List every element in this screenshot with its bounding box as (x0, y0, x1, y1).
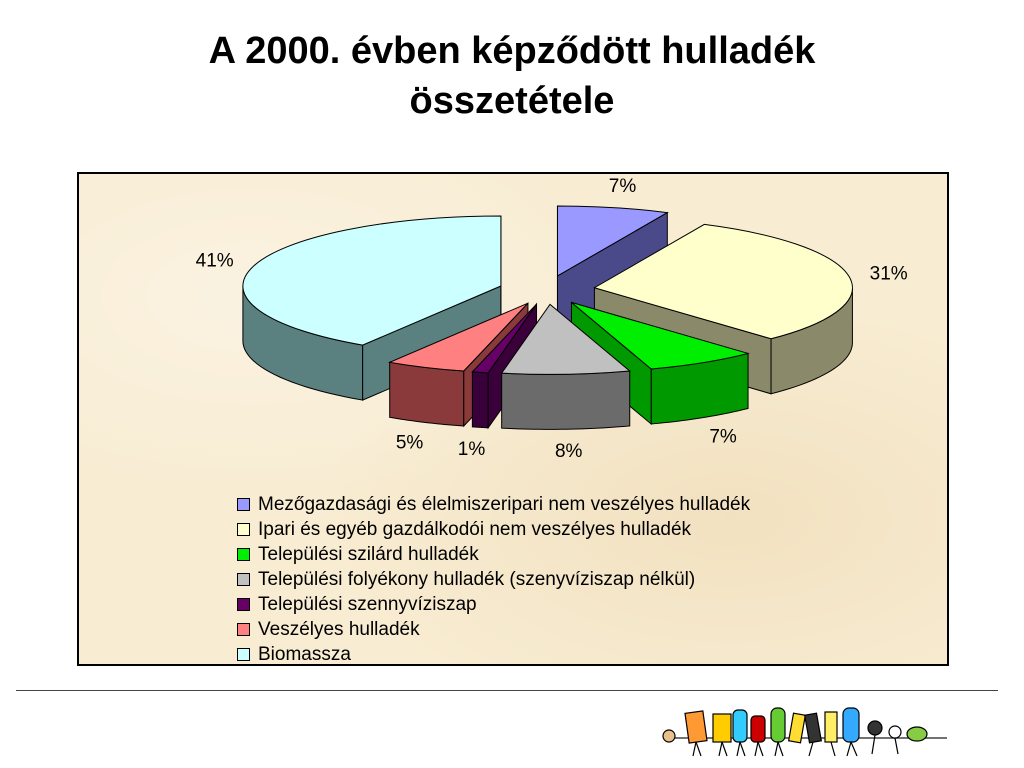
legend-item-mezogazdasagi-es-elelmiszeripari-nem-veszelyes-hulladek (237, 492, 750, 517)
legend-label: Települési szilárd hulladék (258, 544, 479, 565)
data-label-mezogazdasagi-es-elelmiszeripari-nem-veszelyes-hulladek: 7% (608, 176, 637, 198)
legend-label: Települési folyékony hulladék (szenyvíziszap nélkül) (258, 569, 696, 590)
legend-label: Veszélyes hulladék (258, 619, 420, 640)
legend-label: Mezőgazdasági és élelmiszeripari nem veszélyes hulladék (258, 494, 751, 515)
slide-title (112, 26, 912, 126)
legend-label: Biomassza (258, 644, 351, 665)
legend-item-telepulesi-szilard-hulladek (237, 542, 750, 567)
footer-divider (16, 690, 998, 691)
legend-swatch (237, 623, 250, 636)
legend-swatch (237, 598, 250, 611)
data-label-telepulesi-szilard-hulladek: 7% (709, 426, 737, 448)
slide-title-line-1: A 2000. évben képződött hulladék (208, 30, 816, 72)
legend-label: Települési szennyvíziszap (258, 594, 477, 615)
legend-item-telepulesi-folyekony-hulladek-szenyviziszap-nelkul (237, 567, 750, 592)
legend-label: Ipari és egyéb gazdálkodói nem veszélyes hulladék (258, 519, 692, 540)
chart-legend (237, 492, 750, 667)
legend-item-telepulesi-szennyviziszap (237, 592, 750, 617)
legend-item-ipari-es-egyeb-gazdalkodoi-nem-veszelyes-hulladek (237, 517, 750, 542)
legend-item-biomassza (237, 642, 750, 667)
data-label-biomassza: 41% (195, 250, 234, 272)
data-label-telepulesi-szennyviziszap: 1% (457, 438, 486, 460)
legend-swatch (237, 573, 250, 586)
data-label-veszelyes-hulladek: 5% (395, 432, 424, 454)
data-label-telepulesi-folyekony-hulladek-szenyviziszap-nelkul: 8% (554, 441, 583, 463)
legend-swatch (237, 648, 250, 661)
legend-item-veszelyes-hulladek (237, 617, 750, 642)
legend-swatch (237, 523, 250, 536)
slide-title-line-2: összetétele (409, 80, 615, 122)
recycling-mascots-decoration (655, 698, 955, 760)
legend-swatch (237, 548, 250, 561)
chart-area (77, 172, 949, 666)
data-label-ipari-es-egyeb-gazdalkodoi-nem-veszelyes-hulladek: 31% (869, 263, 908, 285)
legend-swatch (237, 498, 250, 511)
